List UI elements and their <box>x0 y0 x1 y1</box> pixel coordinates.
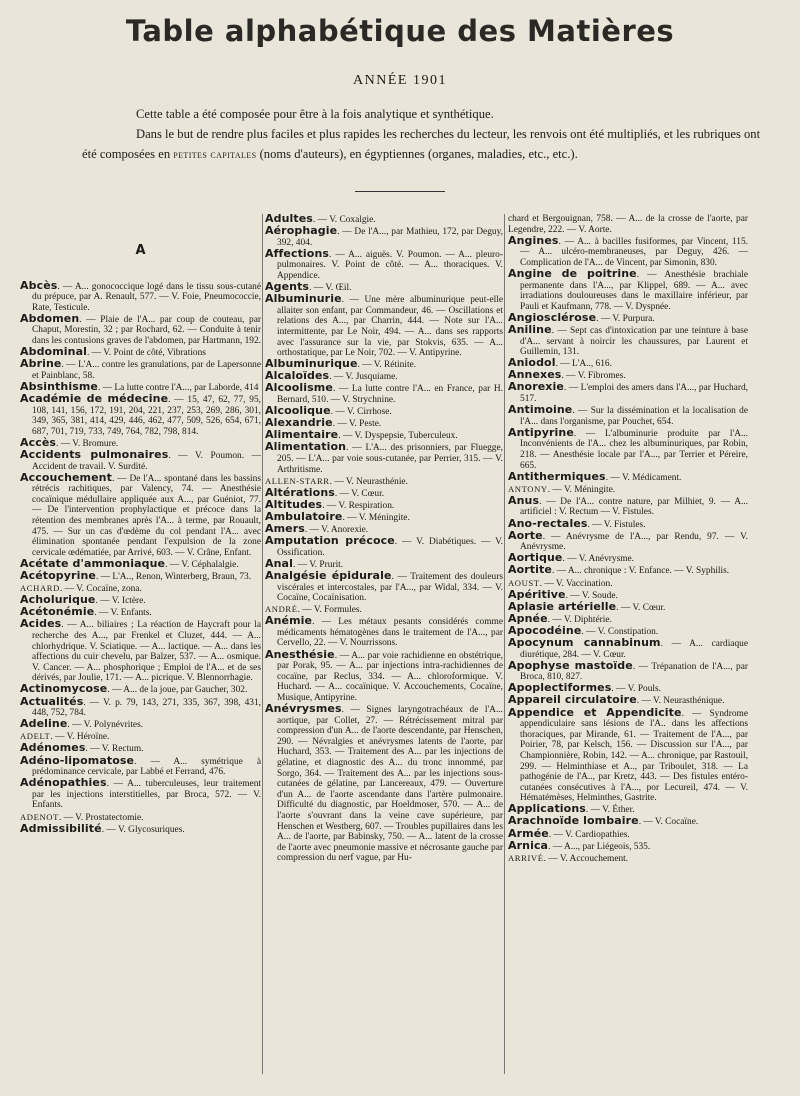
index-entry-heading: ADENOT <box>20 811 59 822</box>
index-column-3 <box>508 214 748 1089</box>
index-entry-text: . — A... cardiaque diurétique, 284. — V. Cœur. <box>520 638 748 660</box>
index-entry-text: . — V. Glycosuriques. <box>101 824 185 835</box>
index-entry-heading: Albuminurie <box>265 292 342 306</box>
index-entry-heading: Ano-rectales <box>508 516 588 530</box>
intro-paragraph-1: Cette table a été composée pour être à la fois analytique et synthétique. <box>136 107 494 121</box>
index-entry-text: . — V. Accouchement. <box>543 853 629 864</box>
index-entry-heading: Ambulatoire <box>265 509 343 523</box>
index-entry-heading: Adeline <box>20 717 68 731</box>
index-entry-text: . — De l'A... contre nature, par Milhiet, 9. — A... artificiel : V. Rectum — V. Fistules. <box>520 496 748 518</box>
index-entry <box>508 469 748 484</box>
index-entry-heading: Armée <box>508 826 549 840</box>
index-entry-heading: Arnica <box>508 838 549 852</box>
index-entry-heading: Arachnoïde lombaire <box>508 814 639 828</box>
column-2-entries <box>265 214 503 864</box>
index-entry-heading: Accidents pulmonaires <box>20 448 169 461</box>
index-entry-heading: Adénomes <box>20 741 86 755</box>
index-entry-heading: AOUST <box>508 577 540 588</box>
index-entry-heading: Angines <box>508 233 559 247</box>
index-entry-heading: Aniodol <box>508 356 556 370</box>
index-entry-heading: ACHARD <box>20 583 60 594</box>
index-entry-text: . — V. Respiration. <box>322 500 395 511</box>
index-entry-heading: ANDRÉ <box>265 604 298 615</box>
index-entry-heading: Altitudes <box>265 497 323 511</box>
index-entry <box>265 704 503 864</box>
index-entry-text: . — Syndrome appendiculaire sans lésions de l'A.. dans les affections thoraciques, par Mirande, 61. — Traitement de l'A..., par Poirier, 78, par Kelsch, 156. — Discussion sur l'A..., par Championnière, Robin, 142. — A... chronique, par Rastouil, 299. — Helminthiase et A.., par Triboulet, 318. — La pathogénie de l'A.., par Kretz, 443. — Des fistules entéro-cutanées consécutives à l'A..., por Lecureil, 474. — V. Hématémèses, Helminthes, Gastrite. <box>520 708 748 804</box>
index-entry-text: . — L'albuminurie produite par l'A... Inconvénients de l'A... chez les albuminuriques, par Robin, 218. — Anesthésie locale par l'A..., par Terrier et Péreire, 665. <box>520 428 748 471</box>
index-entry-heading: Alcoolisme <box>265 381 333 395</box>
index-entry <box>508 565 748 577</box>
index-entry-text: . — Les métaux pesants considérés comme médicaments hématogènes dans le traitement de l'A..., par Cervello, 22. — V. Nourrissons. <box>277 617 503 649</box>
index-entry-text: . — V. Formules. <box>297 605 362 616</box>
index-entry <box>265 647 503 704</box>
index-entry-text: . — Plaie de l'A... par coup de couteau, par Chaput, Morestin, 32 ; par Rochard, 62. — Conduite à tenir dans les contusions graves de l'abdomen, par Hartmann, 192. <box>32 314 261 347</box>
index-entry <box>265 616 503 649</box>
index-entry-heading: Anus <box>508 493 540 507</box>
index-entry-heading: Antithermiques <box>508 469 606 483</box>
index-entry-text: . — V. Méningite. <box>547 484 616 495</box>
index-entry-text: . — V. Cocaïne, zona. <box>59 584 142 595</box>
index-entry-heading: Actualités <box>20 694 84 708</box>
index-entry-text: . — V. Prurit. <box>292 559 344 570</box>
index-entry-heading: Angiosclérose <box>508 310 597 324</box>
index-entry-heading: Aortite <box>508 563 552 577</box>
index-entry-heading: Antimoine <box>508 403 573 417</box>
index-entry-heading: Aorte <box>508 528 543 542</box>
index-entry-heading: Anal <box>265 556 293 570</box>
index-entry-text: . — V. Neurasthénique. <box>636 696 725 707</box>
index-entry-text: . — V. Cardiopathies. <box>548 829 630 840</box>
separator-rule <box>355 191 445 192</box>
index-entry <box>20 450 261 472</box>
index-entry-text: . — V. Enfants. <box>94 608 152 619</box>
index-entry-heading: Antipyrine <box>508 425 574 439</box>
index-entry-text: . — Sept cas d'intoxication par une teinture à base d'A... servant à noircir les chaussures, par Laurent et Guillemin, 131. <box>520 325 748 358</box>
index-entry-heading: Acétate d'ammoniaque <box>20 556 166 570</box>
index-entry <box>265 294 503 359</box>
index-entry <box>20 571 261 583</box>
index-entry-heading: Abdomen <box>20 311 80 325</box>
index-entry-heading: ALLEN-STARR <box>265 475 330 486</box>
index-entry <box>508 266 748 312</box>
index-entry-text: . — A... symétrique à prédominance cervicale, par Labbé et Ferrand, 476. <box>32 756 261 778</box>
index-entry-text: . — V. Éther. <box>585 805 635 816</box>
index-entry-heading: Aniline <box>508 322 552 336</box>
index-entry-heading: ADELT <box>20 731 51 742</box>
index-entry-text: . — A... aiguës. V. Poumon. — A... pleuro-pulmonaires. V. Point de côté. — A... thoraciques. V. Appendice. <box>277 249 503 281</box>
index-entry-text: . — V. Cœur. <box>616 602 666 613</box>
index-entry-text: . — V. Héroïne. <box>50 732 110 743</box>
index-entry-text: . — De l'A... spontané dans les bassins rétrécis rachitiques, par Valency, 74. — Anesthésie cocaïnique médullaire appliquée aux A..., par Guéniot, 77. — De l'intervention prophylactique et précoce dans la rétention des membranes après l'A... à terme, par Rouault, 475. — Sur un cas d'œdème du col pendant l'A... avec élimination spontanée pendant l'expulsion de la zone cervicale œdématiée, par Arrivé, 603. — V. Crâne, Enfant. <box>32 473 261 558</box>
index-entry-text: . — V. Céphalalgie. <box>165 559 239 570</box>
intro-text <box>82 104 772 165</box>
index-entry-heading: Apocynum cannabinum <box>508 635 661 649</box>
index-entry-text: . — V. p. 79, 143, 271, 335, 367, 398, 431, 448, 752, 784. <box>32 697 261 719</box>
index-entry-heading: Amers <box>265 522 305 536</box>
index-entry-text: . — A..., par Liégeois, 535. <box>548 841 651 852</box>
page-title: Table alphabétique des Matières <box>125 14 675 48</box>
index-entry-heading: Acides <box>20 617 62 631</box>
index-entry-text: . — V. Jusquiame. <box>329 372 398 383</box>
index-entry-text: . — V. Prostatectomie. <box>58 812 144 823</box>
index-entry <box>20 394 261 437</box>
index-entry-text: . — V. Dyspepsie, Tuberculeux. <box>338 431 458 442</box>
index-entry-heading: Abdominal <box>20 345 87 359</box>
index-entry-text: . — L'A.., Renon, Winterberg, Braun, 73. <box>95 572 252 583</box>
index-entry <box>20 778 261 811</box>
index-entry-heading: Acétopyrine <box>20 569 96 583</box>
index-entry <box>508 493 748 518</box>
year-heading: ANNÉE 1901 <box>353 73 447 88</box>
index-entry-heading: Anorexie <box>508 380 564 394</box>
index-entry <box>20 753 261 778</box>
index-entry-heading: Annexes <box>508 368 562 382</box>
index-entry-text: . — V. Anévrysme. <box>562 554 635 565</box>
index-entry <box>20 311 261 347</box>
index-entry-heading: Apocodéine <box>508 623 582 637</box>
index-entry-heading: ARRIVÉ <box>508 852 544 863</box>
index-entry-heading: Applications <box>508 802 586 816</box>
index-entry-heading: Alexandrie <box>265 416 333 430</box>
index-entry <box>508 705 748 804</box>
index-entry-text: . — V. Constipation. <box>581 626 659 637</box>
index-entry-text: . — A... biliaires ; La réaction de Haycraft pour la recherche des A..., par Frenkel et Cluzet, 444. — A... chlorhydrique. V. Sciatique. — A... lactique. — A... dans les affections du cuir chevelu, par Balzer, 537. — A... osmique. V. Cancer. — A... phosphorique ; Emploi de l'A... et de ses dérivés, par Joulie, 171. — A... picrique. V. Blennorrhagie. <box>32 620 261 684</box>
index-entry <box>508 322 748 358</box>
index-entry-text: . — A... de la joue, par Gaucher, 302. <box>107 685 248 696</box>
index-entry-heading: Angine de poitrine <box>508 266 637 280</box>
index-entry-heading: Admissibilité <box>20 821 102 835</box>
index-entry-text: . — V. Anorexie. <box>304 525 369 536</box>
index-entry <box>20 359 261 381</box>
index-entry-text: . — V. Cocaïne. <box>638 817 699 828</box>
index-entry <box>20 821 261 836</box>
index-entry-heading: Académie de médecine <box>20 392 169 406</box>
column-3-entries <box>508 214 748 864</box>
column-divider-1 <box>262 214 263 1074</box>
index-entry-heading: Adénopathies <box>20 776 107 790</box>
index-entry-text: . — Signes laryngotrachéaux de l'A... aortique, par Collet, 27. — Rétrécissement mitral par compression d'un A... de l'aorte descendante, par Henschen, 290. — Névralgies et anévrysmes latents de l'aorte, par Huchard, 353. — Traitement des A... par les injections de gélatine, et diagnostic des A... du tronc innommé, par Sorgo, 364. — Traitement des A... par les injections sous-cutanées de gélatine, par Lancereaux, 479. — Ouverture d'un A... de l'aorte ascendante dans l'artère pulmonaire. Difficulté du diagnostic, par Hoeldmoser, 570. — A... de l'aorte s'ouvrant dans la veine cave supérieure, par Henschen et Westberg, 607. — Troubles pupillaires dans les A... de l'aorte, par Babinsky, 750. — A... latent de la crosse de l'aorte avec pneumonie massive et nécrosante gauche par compression du nerf vague, par Hu- <box>277 705 503 864</box>
index-entry-text: . — V. Bromure. <box>56 438 119 449</box>
index-entry-text: . — V. Fibromes. <box>561 371 626 382</box>
index-entry-text: . — Anévrysme de l'A..., par Rendu, 97. — V. Anévrysme. <box>520 531 748 553</box>
index-entry-text: . — Anesthésie brachiale permanente dans l'A..., par Klippel, 689. — A... avec irradiations douloureuses dans le maxillaire inférieur, par Pauli et Kaufmann, 778. — V. Dyspnée. <box>520 269 748 312</box>
index-column-1 <box>20 214 261 1089</box>
index-entry-text: . — V. Fistules. <box>587 519 646 530</box>
intro-small-caps-example: petites capitales <box>173 149 257 161</box>
index-entry-heading: Alcaloïdes <box>265 369 330 383</box>
index-entry-heading: Adultes <box>265 214 313 225</box>
index-entry-heading: Adéno-lipomatose <box>20 753 135 767</box>
index-entry-heading: Apnée <box>508 611 548 625</box>
index-entry <box>508 516 748 531</box>
index-entry-heading: ANTONY <box>508 483 548 494</box>
index-entry-heading: Actinomycose <box>20 682 108 696</box>
index-entry-heading: Appendice et Appendicite <box>508 705 682 719</box>
index-entry <box>265 568 503 604</box>
index-entry <box>20 619 261 684</box>
index-entry-text: . — V. Méningite. <box>342 512 410 523</box>
index-entry-text: . — V. Vaccination. <box>539 578 613 589</box>
column-divider-2 <box>504 214 505 1074</box>
index-entry <box>508 838 748 853</box>
index-entry-heading: Aplasie artérielle <box>508 599 617 613</box>
index-entry-heading: Abcès <box>20 278 58 292</box>
index-entry-heading: Apoplectiformes <box>508 681 612 695</box>
index-entry-heading: Anémie <box>265 614 313 628</box>
index-entry-text: . — A... chronique : V. Enfance. — V. Syphilis. <box>551 566 730 577</box>
index-entry <box>20 694 261 719</box>
index-entry-text: . — V. Pouls. <box>611 684 662 695</box>
index-entry-heading: Acholurique <box>20 593 96 607</box>
intro-paragraph-2-end: (noms d'auteurs), en égyptiennes (organes, maladies, etc., etc.). <box>259 147 578 161</box>
index-entry-text: . — V. Poumon. — Accident de travail. V. Surdité. <box>32 451 261 472</box>
index-entry-heading: Alimentaire <box>265 428 339 442</box>
index-entry-text: . — V. Peste. <box>332 419 382 430</box>
index-entry-heading: Agents <box>265 280 310 294</box>
index-entry-text: . — V. Point de côté, Vibrations <box>86 348 206 359</box>
index-entry <box>508 382 748 404</box>
index-entry-text: . — A... gonococcique logé dans le tissu sous-cutané du prépuce, par A. Renault, 577. — V. Foie, Pneumococcie, Rate, Testicule. <box>32 281 261 313</box>
index-entry <box>265 383 503 405</box>
index-entry-heading: Appareil circulatoire <box>508 693 637 707</box>
index-entry-text: . — V. Diphtérie. <box>547 614 612 625</box>
index-entry <box>508 635 748 660</box>
index-column-2 <box>265 214 503 1089</box>
index-entry-text: . — V. Ictère. <box>95 596 146 607</box>
index-entry <box>508 405 748 427</box>
index-entry-heading: Amputation précoce <box>265 534 395 548</box>
index-entry-heading: Accouchement <box>20 470 112 484</box>
index-entry-text: . — V. Neurasthénie. <box>329 476 408 487</box>
index-entry <box>265 442 503 475</box>
index-entry-text: . — V. Coxalgie. <box>312 215 376 225</box>
index-entry-text: . — A... à bacilles fusiformes, par Vincent, 115. — A... ulcéro-membraneuses, par Deguy, 426. — Complication de l'A... de Vincent, par Simonin, 830. <box>520 236 748 268</box>
index-entry-heading: Analgésie épidurale <box>265 568 392 582</box>
index-entry-text: . — V. Soude. <box>565 590 618 601</box>
index-entry-heading: Altérations <box>265 485 335 499</box>
index-entry-text: . — V. Polynévrites. <box>67 720 144 731</box>
index-entry-text: . — Trépanation de l'A..., par Broca, 810, 827. <box>520 661 748 683</box>
index-entry-heading: Apophyse mastoïde <box>508 658 633 672</box>
index-entry-heading: Anesthésie <box>265 647 335 661</box>
index-entry-text: . — V. Cirrhose. <box>330 407 392 418</box>
index-entry <box>508 425 748 471</box>
index-entry-text: . — Une mère albuminurique peut-elle allaiter son enfant, par Commandeur, 46. — Oscillations et relations des A..., par Charrin, 444. — Note sur l'A... intermittente, par Le Noir, 494. — A... dans ses rapports avec l'assurance sur la vie, par Stokvis, 635. — A... orthostatique, par Le Noir, 702. — V. Antipyrine. <box>277 295 503 359</box>
intro-paragraph-2-start: Dans le but de rendre plus faciles et plus rapides les recherches du lecteur, les renvois ont été multipliés, et les rubriques ont été composées en <box>82 127 761 161</box>
index-entry-heading: Acétonémie <box>20 605 95 619</box>
index-entry-heading: Alcoolique <box>265 404 331 418</box>
index-entry <box>265 246 503 282</box>
index-entry-text: . — L'emploi des amers dans l'A..., par Huchard, 517. <box>520 383 748 404</box>
index-entry-text: . — V. Médicament. <box>605 472 682 483</box>
index-entry <box>508 853 748 865</box>
index-entry-text: . — La lutte contre l'A..., par Laborde, 414 <box>97 382 259 393</box>
intro-paragraph-2 <box>82 124 772 165</box>
index-entry-heading: Absinthisme <box>20 379 98 393</box>
index-entry-text: . — L'A.., 616. <box>555 359 612 370</box>
index-entry-heading: Alimentation <box>265 440 347 454</box>
index-entry-text: . — La lutte contre l'A... en France, par H. Bernard, 510. — V. Strychnine. <box>277 384 503 405</box>
index-entry-heading: Aortique <box>508 551 563 565</box>
index-entry-text: . — Sur la dissémination et la localisation de l'A... dans l'organisme, par Pouchet, 654. <box>520 406 748 427</box>
index-entry <box>20 719 261 731</box>
index-entry <box>508 528 748 553</box>
section-letter: A <box>135 243 146 258</box>
index-entry-text: . — V. Œil. <box>309 283 352 294</box>
index-entry-continuation: chard et Bergouignan, 758. — A... de la crosse de l'aorte, par Legendre, 222. — V. Aorte. <box>508 214 748 235</box>
index-entry-heading: Apéritive <box>508 587 566 601</box>
index-entry <box>20 470 261 559</box>
index-entry-heading: Abrine <box>20 357 62 371</box>
index-entry <box>20 278 261 314</box>
index-entry-text: . — De l'A..., par Mathieu, 172, par Deguy, 392, 404. <box>277 227 503 248</box>
index-entry-text: . — A... par voie rachidienne en obstétrique, par Porak, 95. — A... par injections intra-rachidiennes de cocaïne, par Reclus, 334. — A... chloroformique. V. Huchard. — A... cocaïnique. V. Accouchements, Cocaïne, Musique, Antipyrine. <box>277 650 503 703</box>
index-entry-text: . — V. Rétinite. <box>357 360 417 371</box>
index-entry-text: . — L'A... des prisonniers, par Fluegge, 205. — L'A... par voie sous-cutanée, par Perrier, 315. — V. Arthritisme. <box>277 443 503 475</box>
index-entry-text: . — V. Diabétiques. — V. Ossification. <box>277 537 503 558</box>
index-entry-heading: Affections <box>265 246 330 260</box>
index-entry-heading: Anévrysmes <box>265 702 342 716</box>
column-1-entries <box>20 278 261 836</box>
index-entry-text: . — 15, 47, 62, 77, 95, 108, 141, 156, 172, 191, 204, 221, 237, 253, 269, 286, 301, 349, 365, 381, 414, 429, 446, 462, 477, 509, 526, 654, 671, 687, 701, 719, 733, 749, 764, 782, 798, 814. <box>32 395 261 437</box>
index-entry-heading: Aérophagie <box>265 224 338 238</box>
index-entry <box>265 226 503 248</box>
index-entry <box>508 484 748 496</box>
index-entry-text: . — V. Rectum. <box>85 744 144 755</box>
index-entry <box>265 536 503 558</box>
index-entry <box>508 233 748 269</box>
index-entry-heading: Accès <box>20 435 57 449</box>
index-entry-text: . — V. Cœur. <box>334 488 385 499</box>
index-entry-text: . — V. Purpura. <box>596 313 655 324</box>
index-entry-text: . — A... tuberculeuses, leur traitement par les injections interstitielles, par Broca, 572. — V. Enfants. <box>32 779 261 811</box>
index-entry-text: . — L'A... contre les granulations, par de Lapersonne et Painblanc, 58. <box>32 360 261 381</box>
index-entry-text: . — Traitement des douleurs viscérales et intercostales, par l'A..., par Widal, 334. — V. Cocaïne, Cocaïnisation. <box>277 571 503 604</box>
index-entry <box>508 658 748 683</box>
index-entry-heading: Albuminurique <box>265 357 358 371</box>
